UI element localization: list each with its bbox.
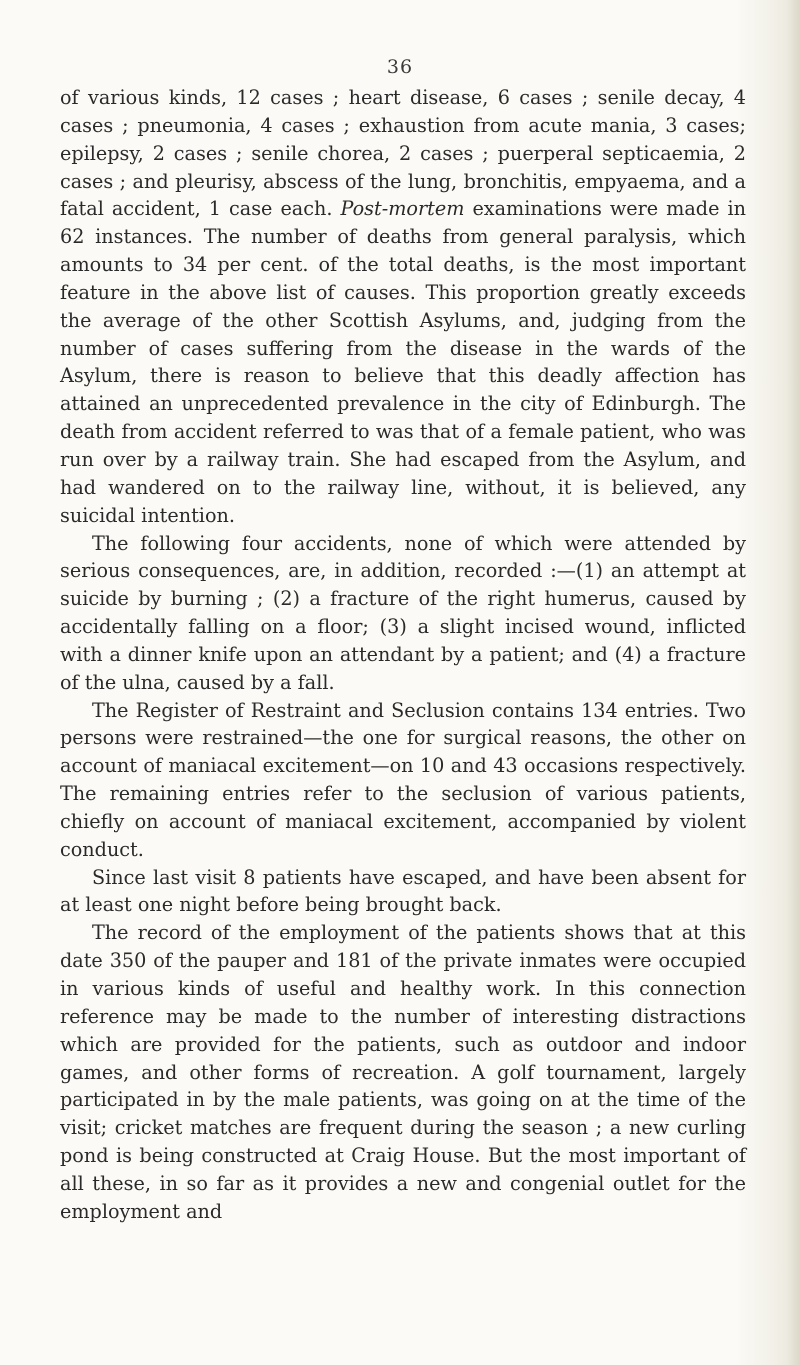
page-edge-shadow: [786, 0, 800, 1365]
body-text: [60, 84, 746, 1226]
page-number: 36: [386, 56, 414, 78]
paragraph-employment: The record of the employment of the patients shows that at this date 350 of the pauper and 181 of the private inmates were occupied in various kinds of useful and healthy work. In this connection reference may be made to the number of interesting distractions which are provided for the patients, such as outdoor and indoor games, and other forms of recreation. A golf tournament, largely participated in by the male patients, was going on at the time of the visit; cricket matches are frequent during the season ; a new curling pond is being constructed at Craig House. But the most important of all these, in so far as it provides a new and congenial outlet for the employment and: [60, 921, 746, 1223]
paragraph-accidents: The following four accidents, none of which were attended by serious consequences, are, in addition, recorded :—(1) an attempt at suicide by burning ; (2) a fracture of the right humerus, caused by accidentally falling on a floor; (3) a slight incised wound, inflicted with a dinner knife upon an attendant by a patient; and (4) a fracture of the ulna, caused by a fall.: [60, 531, 746, 694]
paragraph-text: of various kinds, 12 cases ; heart disease, 6 cases ; senile decay, 4 cases ; pneumonia, 4 cases ; exhaustion from acute mania, 3 cases; epilepsy, 2 cases ; senile chorea, 2 cases ; puerperal septicaemia, 2 cases ; and pleurisy, abscess of the lung, bronchitis, empyaema, and a fatal accident, 1 case each.: [60, 86, 746, 221]
italic-term: Post-mortem: [340, 197, 465, 221]
paragraph-causes-of-death: [60, 84, 746, 530]
paragraph-escapes: Since last visit 8 patients have escaped, and have been absent for at least one night before being brought back.: [60, 865, 746, 917]
paragraph-restraint-seclusion: The Register of Restraint and Seclusion contains 134 entries. Two persons were restrained—the one for surgical reasons, the other on account of maniacal excitement—on 10 and 43 occasions respectively. The remaining entries refer to the seclusion of various patients, chiefly on account of maniacal excitement, accompanied by violent conduct.: [60, 698, 746, 861]
paragraph-text: examinations were made in 62 instances. The number of deaths from general paralysis, which amounts to 34 per cent. of the total deaths, is the most important feature in the above list of causes. This proportion greatly exceeds the average of the other Scottish Asylums, and, judging from the number of cases suffering from the disease in the wards of the Asylum, there is reason to believe that this deadly affection has attained an unprecedented prevalence in the city of Edinburgh. The death from accident referred to was that of a female patient, who was run over by a railway train. She had escaped from the Asylum, and had wandered on to the railway line, without, it is believed, any suicidal intention.: [60, 197, 746, 527]
